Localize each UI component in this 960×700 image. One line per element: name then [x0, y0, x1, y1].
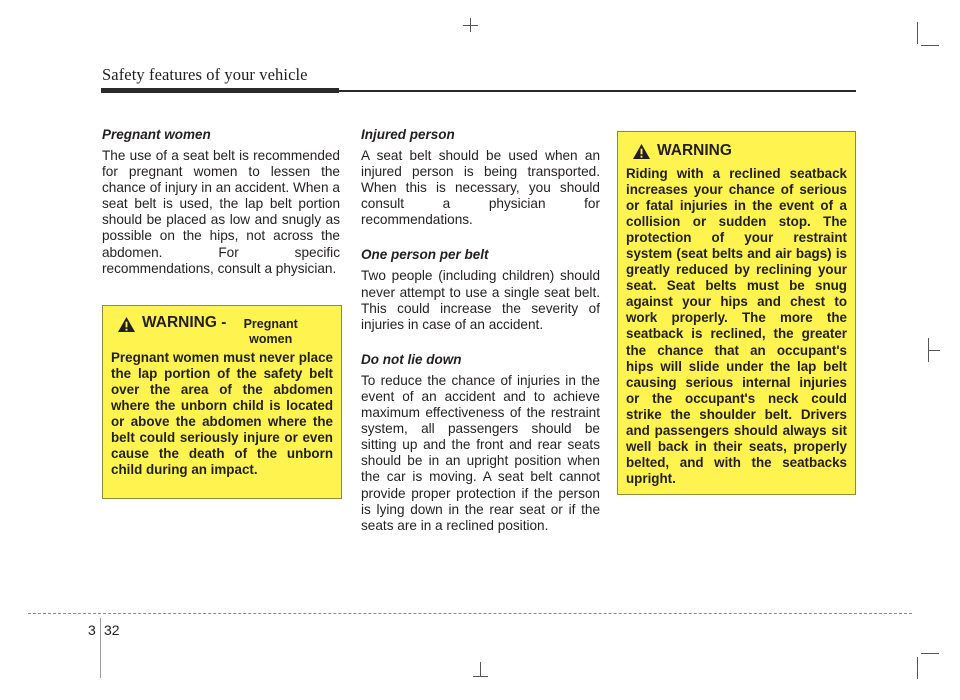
one-person-per-belt-paragraph: Two people (including children) should never attempt to use a single seat belt. This could increase the severity of injuries in case of an accident.	[361, 268, 600, 332]
heading-pregnant-women: Pregnant women	[102, 127, 211, 142]
warning-label: WARNING -	[142, 314, 231, 331]
heading-do-not-lie-down: Do not lie down	[361, 351, 462, 367]
heading-one-person-per-belt: One person per belt	[361, 247, 489, 263]
chapter-number: 3	[88, 622, 96, 638]
section-title: Safety features of your vehicle	[102, 65, 308, 84]
warning-triangle-icon	[632, 143, 651, 160]
warning-title	[111, 314, 333, 348]
header-rule-thick	[101, 88, 339, 93]
warning-text-pregnant-women: Pregnant women must never place the lap portion of the safety belt over the area of the abdomen where the unborn child is located or above the abdomen where the belt could seriously injure or even cause the death of the unborn child during an impact.	[111, 350, 333, 478]
warning-box-reclined-seatback	[617, 131, 856, 495]
warning-triangle-icon	[117, 316, 136, 333]
warning-topic: Pregnant women	[243, 317, 298, 346]
warning-text-reclined-seatback: Riding with a reclined seatback increases your chance of serious or fatal injuries in the event of a collision or sudden stop. The protection of your restraint system (seat belts and air bags) is greatly reduced by reclining your seat. Seat belts must be snug against your hips and chest to work properly. The more the seatback is reclined, the greater the chance that an occupant's hips will slide under the lap belt causing serious internal injuries or the occupant's neck could strike the shoulder belt. Drivers and passengers should always sit well back in their seats, properly belted, and with the seatbacks upright.	[626, 166, 847, 486]
warning-box-pregnant-women	[102, 305, 342, 499]
warning-label-reclined: WARNING	[657, 142, 732, 159]
left-column	[102, 127, 340, 277]
heading-injured-person: Injured person	[361, 127, 455, 142]
header-rule-thin	[339, 90, 856, 92]
do-not-lie-down-paragraph: To reduce the chance of injuries in the event of an accident and to achieve maximum effectiveness of the restraint system, all passengers should be sitting up and the front and rear seats should be in an upright position when the car is moving. A seat belt cannot provide proper protection if the person is lying down in the rear seat or if the seats are in a reclined position.	[361, 372, 600, 533]
pregnant-women-paragraph: The use of a seat belt is recommended for pregnant women to lessen the chance of injury in an accident. When a seat belt is used, the lap belt portion should be placed as low and snugly as possible on the hips, not across the abdomen. For specific recommendations, consult a physician.	[102, 148, 340, 276]
middle-column	[361, 127, 600, 534]
injured-person-paragraph: A seat belt should be used when an injured person is being transported. When this is necessary, you should consult a physician for recommendations.	[361, 148, 600, 228]
page-number: 32	[104, 622, 120, 638]
footer-rule	[28, 613, 912, 614]
warning-title-reclined	[626, 142, 847, 164]
